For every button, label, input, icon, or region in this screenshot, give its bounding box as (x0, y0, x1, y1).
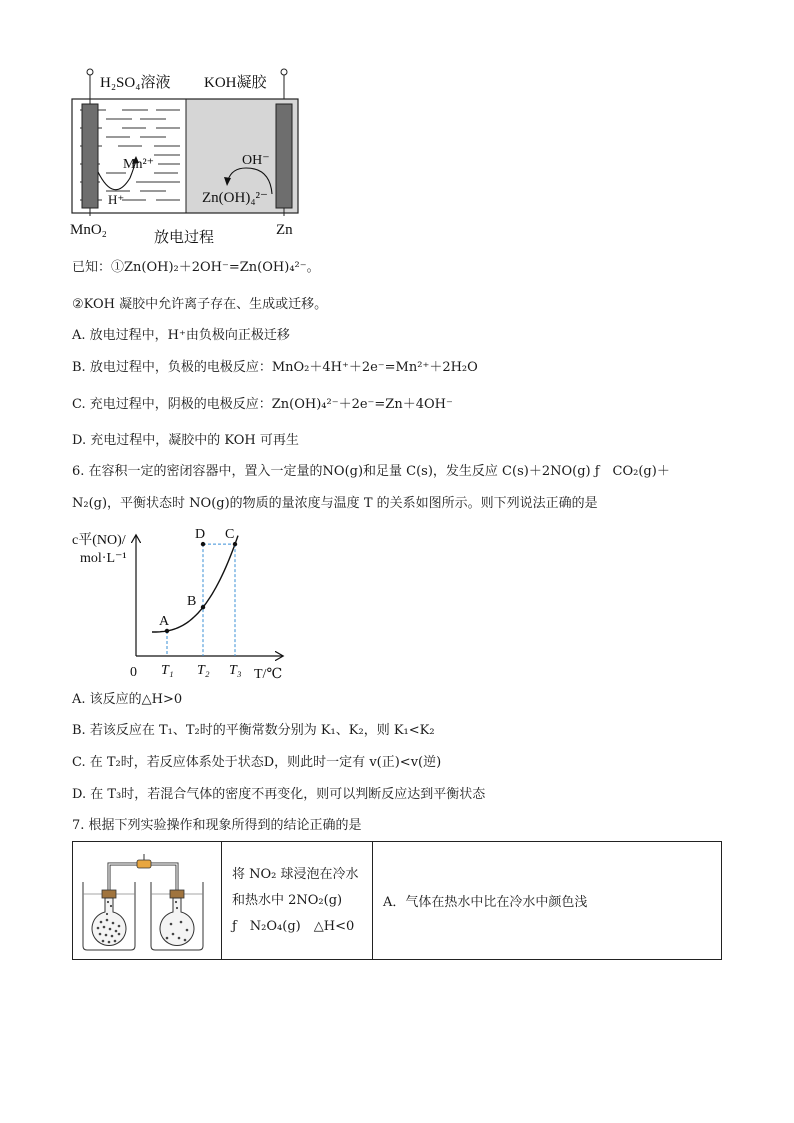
q5-option-a: A. 放电过程中，H⁺由负极向正极迁移 (72, 328, 290, 343)
zincate-ion-label: Zn(OH)₄²⁻ (202, 190, 268, 206)
point-c (233, 542, 237, 546)
q6-option-d: D. 在 T₃时，若混合气体的密度不再变化，则可以判断反应达到平衡状态 (72, 787, 486, 802)
condition-line-2: 和热水中 2NO₂(g) (232, 892, 343, 908)
q6-option-c: C. 在 T₂时，若反应体系处于状态D，则此时一定有 v(正)<v(逆) (72, 755, 442, 770)
point-label-c: C (225, 527, 235, 543)
condition-line-3: ƒ N₂O₄(g) △H<0 (232, 918, 355, 934)
condition-line-1: 将 NO₂ 球浸泡在冷水 (232, 866, 359, 882)
conclusion-text: A．气体在热水中比在冷水中颜色浅 (383, 895, 588, 910)
no2-flask-apparatus (73, 842, 221, 955)
x-tick-label-2: T₂ (197, 663, 210, 678)
y-axis-label-line-2: mol·L⁻¹ (80, 551, 127, 566)
table-row (73, 842, 722, 960)
mn-ion-label: Mn²⁺ (123, 157, 155, 172)
known-line-2: ②KOH 凝胶中允许离子存在、生成或迁移。 (72, 297, 328, 312)
q7-stem: 7. 根据下列实验操作和现象所得到的结论正确的是 (72, 818, 362, 833)
x-tick-label-3: T₃ (229, 663, 242, 678)
conclusion-cell (373, 842, 722, 960)
right-solution-label: KOH凝胶 (204, 75, 267, 91)
experiment-table (72, 841, 722, 960)
point-label-b: B (187, 594, 197, 610)
x-axis-label: T/℃ (254, 667, 283, 682)
q6-stem-line-2: N₂(g)，平衡状态时 NO(g)的物质的量浓度与温度 T 的关系如图所示。则下列说法正确的是 (72, 496, 598, 511)
oh-ion-label: OH⁻ (242, 153, 270, 168)
point-b (201, 605, 205, 609)
x-tick-label-1: T₁ (161, 663, 174, 678)
known-line-1: 已知：①Zn(OH)₂＋2OH⁻=Zn(OH)₄²⁻。 (72, 260, 320, 275)
diagram-caption: 放电过程 (154, 230, 215, 246)
point-d (201, 542, 205, 546)
point-label-a: A (159, 613, 170, 629)
apparatus-cell (73, 842, 222, 960)
q6-option-a: A. 该反应的△H>0 (72, 692, 183, 707)
q5-option-c: C. 充电过程中，阴极的电极反应：Zn(OH)₄²⁻＋2e⁻=Zn＋4OH⁻ (72, 397, 453, 412)
q6-stem-line-1: 6. 在容积一定的密闭容器中，置入一定量的NO(g)和足量 C(s)，发生反应 C(s)＋2NO(g) ƒ CO₂(g)＋ (72, 464, 670, 479)
y-axis-label-line-1: c平(NO)/ (72, 533, 126, 548)
condition-cell (222, 842, 373, 960)
zn-electrode-label: Zn (276, 222, 293, 238)
q5-option-b: B. 放电过程中，负极的电极反应：MnO₂＋4H⁺＋2e⁻=Mn²⁺＋2H₂O (72, 360, 478, 375)
point-a (165, 629, 169, 633)
no-concentration-chart (66, 524, 296, 684)
q6-option-b: B. 若该反应在 T₁、T₂时的平衡常数分别为 K₁、K₂，则 K₁<K₂ (72, 723, 435, 738)
q5-option-d: D. 充电过程中，凝胶中的 KOH 可再生 (72, 433, 299, 448)
h-ion-label: H⁺ (108, 192, 125, 207)
point-label-d: D (195, 527, 206, 543)
mno2-electrode-label: MnO₂ (70, 222, 107, 238)
battery-diagram (66, 64, 316, 250)
origin-label: 0 (130, 665, 137, 680)
left-solution-label: H₂SO₄溶液 (100, 75, 171, 91)
